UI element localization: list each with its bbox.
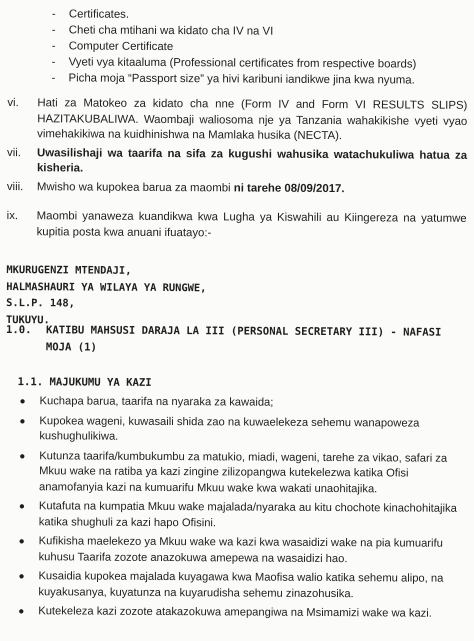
deadline-intro: Mwisho wa kupokea barua za maombi [36, 180, 234, 194]
list-item-text: Vyeti vya kitaaluma (Professional certificates from respective boards) [68, 56, 417, 71]
list-item-text: Picha moja “Passport size” ya hivi karibuni iandikwe jina kwa nyuma. [68, 72, 415, 87]
section-number: 1.0. [5, 324, 32, 337]
deadline-date: ni tarehe 08/09/2017. [233, 181, 345, 195]
subsection-heading [18, 376, 152, 389]
list-item-text: Cheti cha mtihani wa kidato cha IV na VI [68, 24, 274, 38]
condition-number: vi. [7, 97, 19, 110]
bullet-icon: ● [18, 536, 25, 548]
duty-item [19, 414, 465, 448]
condition-text [37, 180, 467, 198]
list-item-text: Certificates. [68, 8, 130, 21]
subsection-number: 1.1. [17, 376, 44, 389]
duty-text: Kutekeleza kazi zozote atakazokuwa amepangiwa na Msimamizi wake wa kazi. [38, 605, 432, 620]
condition-text: Maombi yanaweza kuandikwa kwa Lugha ya Kiswahili au Kiingereza na yatumwe kupitia posta kwa anuani ifuatayo:- [36, 210, 467, 239]
list-item: - Computer Certificate [51, 40, 174, 54]
duty-text: Kufikisha maelekezo ya Mkuu wake wa kazi kwa wasaidizi wake na pia kumuarifu kuhusu Taarifa zozote anazokuwa amepewa na wasaidizi hao. [38, 535, 443, 565]
list-item: - Cheti cha mtihani wa kidato cha IV na VI [51, 24, 274, 38]
duty-item [19, 534, 465, 568]
address-line: S.L.P. 148, [6, 297, 76, 310]
bullet-icon: ● [19, 415, 26, 427]
required-documents-list [51, 6, 471, 89]
duty-item [19, 449, 465, 498]
condition-number: vii. [7, 146, 22, 159]
condition-item [7, 146, 469, 180]
list-item-text: Computer Certificate [68, 40, 174, 54]
address-line: HALMASHAURI YA WILAYA YA RUNGWE, [6, 280, 207, 294]
condition-item [7, 96, 469, 145]
list-item: - Picha moja “Passport size” ya hivi karibuni iandikwe jina kwa nyuma. [51, 72, 415, 87]
duty-text: Kupokea wageni, kuwasaili shida zao na kuwaelekeza sehemu wanapoweza kushughulikiwa. [39, 414, 420, 443]
duty-item [18, 569, 464, 603]
condition-number: ix. [6, 210, 19, 223]
condition-item [7, 209, 469, 243]
duty-item [19, 499, 465, 533]
bullet-icon: ● [18, 571, 25, 583]
subsection-title: MAJUKUMU YA KAZI [49, 376, 152, 389]
duty-text: Kuchapa barua, taarifa na nyaraka za kawaida; [39, 395, 274, 409]
duty-text: Kusaidia kupokea majalada kuyagawa kwa Maofisa walio katika sehemu alipo, na kuyakusanya, kuyatunza na kuyarudisha sehemu zinazohusika. [38, 570, 444, 600]
condition-number: viii. [6, 180, 24, 193]
section-title: KATIBU MAHSUSI DARAJA LA III (PERSONAL SECRETARY III) - NAFASI MOJA (1) [45, 324, 442, 354]
duty-item [19, 394, 465, 412]
section-heading [6, 322, 468, 359]
duty-text: Kutafuta na kumpatia Mkuu wake majalada/nyaraka au kitu chochote kinachohitajika katika shughuli za kazi hapo Ofisini. [38, 500, 457, 529]
condition-item [7, 180, 469, 198]
address-line: MKURUGENZI MTENDAJI, [6, 264, 132, 277]
condition-text: Hati za Matokeo za kidato cha nne (Form IV and Form VI RESULTS SLIPS) HAZITAKUBALIWA. Waombaji waliosoma nje ya Tanzania wahakikishe vyeti vyao vimehakikiwa na kuidhinishwa na Mamlaka husika (NECTA). [37, 97, 468, 143]
duty-text: Kutunza taarifa/kumbukumbu za matukio, miadi, wageni, tarehe za vikao, safari za Mkuu wake na ratiba ya kazi zingine zilizopangwa kutekelezwa katika Ofisi anamofanyia kazi na kumuarifu Mkuu wake kwa wakati unaohitajika. [38, 449, 448, 495]
duty-item [18, 604, 464, 622]
address-line: TUKUYU. [6, 313, 50, 326]
bullet-icon: ● [19, 396, 26, 408]
condition-text: Uwasilishaji wa taarifa na sifa za kugushi wahusika watachukuliwa hatua za kisheria. [36, 146, 468, 175]
list-item: - Vyeti vya kitaaluma (Professional certificates from respective boards) [51, 56, 417, 71]
bullet-icon: ● [18, 606, 25, 618]
bullet-icon: ● [18, 501, 25, 513]
postal-address [6, 262, 207, 329]
conditions-list [7, 96, 470, 246]
bullet-icon: ● [19, 450, 26, 462]
list-item: - Certificates. [51, 8, 130, 21]
duties-list [18, 394, 465, 626]
